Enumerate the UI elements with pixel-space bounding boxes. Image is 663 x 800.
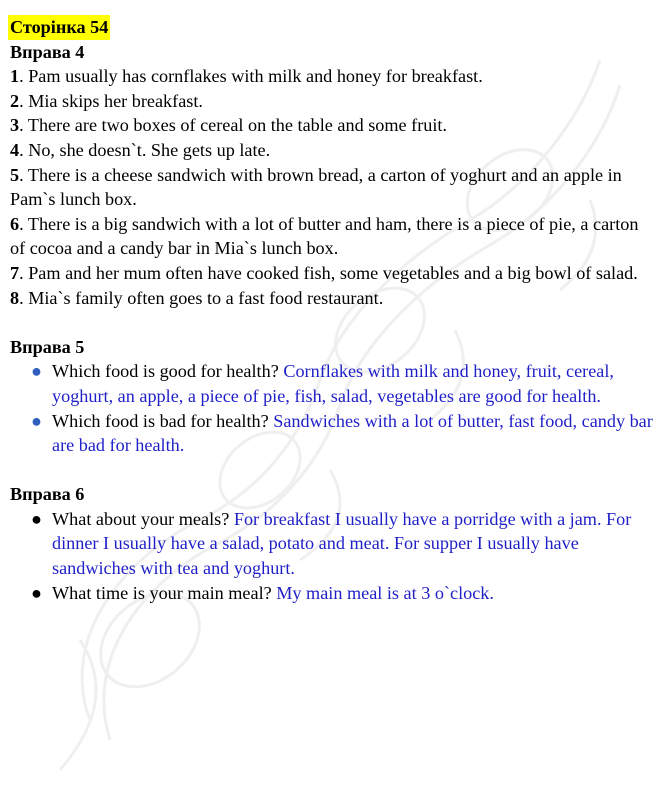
- question-text: Which food is good for health?: [52, 361, 284, 382]
- exercise-6-item: [31, 581, 657, 606]
- question-text: What time is your main meal?: [52, 582, 277, 603]
- exercise-4-item: 4. No, she doesn`t. She gets up late.: [10, 139, 271, 160]
- exercise-6-heading: Вправа 6: [10, 484, 85, 505]
- bullet-icon: ●: [31, 361, 42, 382]
- exercise-4-item: 7. Pam and her mum often have cooked fish, some vegetables and a big bowl of salad.: [10, 262, 638, 283]
- exercise-4-item: 2. Mia skips her breakfast.: [10, 90, 203, 111]
- exercise-4-item: 8. Mia`s family often goes to a fast food restaurant.: [10, 287, 384, 308]
- bullet-icon: ●: [31, 410, 42, 431]
- exercise-4-item: 5. There is a cheese sandwich with brown bread, a carton of yoghurt and an apple in Pam`s lunch box.: [10, 164, 622, 210]
- spacer: [10, 310, 657, 335]
- question-text: What about your meals?: [52, 508, 234, 529]
- bullet-icon: ●: [31, 508, 42, 529]
- exercise-4-heading: Вправа 4: [10, 41, 85, 62]
- exercise-4-item: 6. There is a big sandwich with a lot of butter and ham, there is a piece of pie, a carton of cocoa and a candy bar in Mia`s lunch box.: [10, 213, 639, 259]
- exercise-6-item: [31, 507, 657, 581]
- exercise-4-item: 1. Pam usually has cornflakes with milk and honey for breakfast.: [10, 66, 483, 87]
- exercise-5-heading: Вправа 5: [10, 336, 85, 357]
- document-content: [10, 15, 657, 605]
- exercise-4-item: 3. There are two boxes of cereal on the table and some fruit.: [10, 115, 448, 136]
- answer-text: Cornflakes with milk and honey, fruit, cereal, yoghurt, an apple, a piece of pie, fish, salad, vegetables are good for health.: [52, 361, 614, 406]
- exercise-5-item: [31, 359, 657, 408]
- page-title: Сторінка 54: [8, 15, 110, 40]
- exercise-5-list: [10, 359, 657, 457]
- answer-text: For breakfast I usually have a porridge with a jam. For dinner I usually have a salad, potato and meat. For supper I usually have sandwiches with tea and yoghurt.: [52, 508, 632, 579]
- exercise-6-list: [10, 507, 657, 605]
- bullet-icon: ●: [31, 582, 42, 603]
- answer-text: My main meal is at 3 o`clock.: [276, 582, 494, 603]
- question-text: Which food is bad for health?: [52, 410, 274, 431]
- exercise-5-item: [31, 409, 657, 458]
- answer-text: Sandwiches with a lot of butter, fast food, candy bar are bad for health.: [52, 410, 653, 456]
- exercise-4-list: [10, 64, 657, 310]
- spacer: [10, 458, 657, 483]
